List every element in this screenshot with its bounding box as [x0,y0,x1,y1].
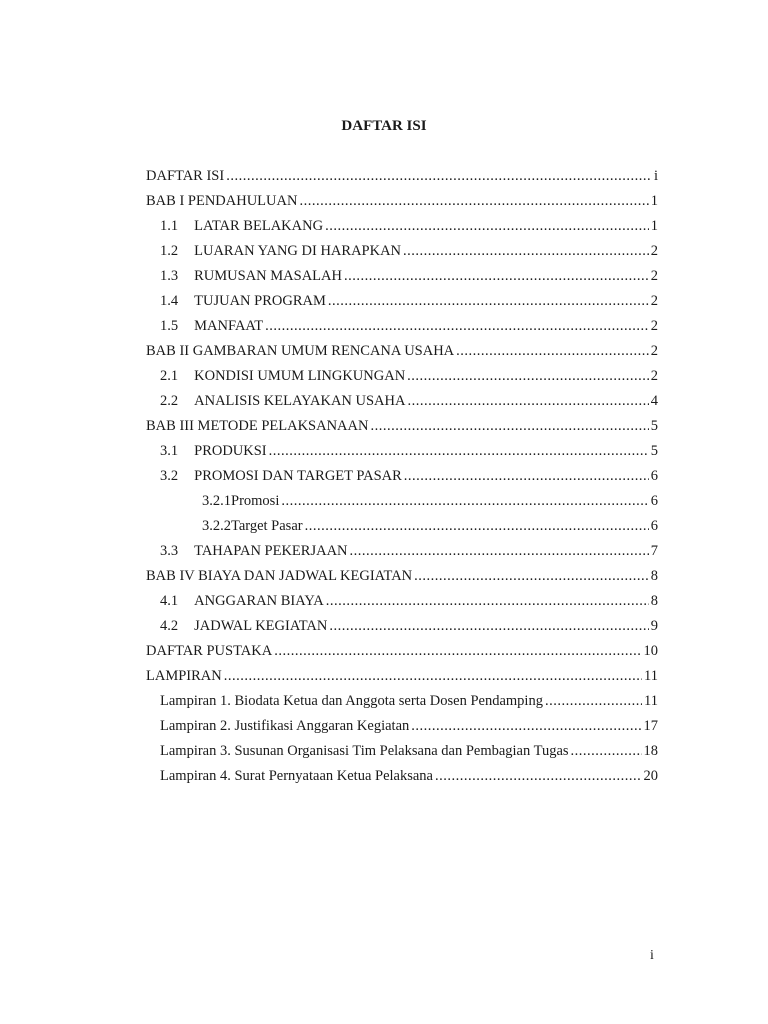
toc-entry-4-2[interactable]: 4.2 JADWAL KEGIATAN ..... 9 [146,618,658,638]
toc-entry-1-2[interactable]: 1.2 LUARAN YANG DI HARAPKAN ..... 2 [146,243,658,263]
toc-entry-3-2-2[interactable]: 3.2.2 Target Pasar ..... 6 [202,518,658,538]
toc-entry-daftar-pustaka[interactable]: DAFTAR PUSTAKA ..... 10 [146,643,658,663]
toc-entry-lampiran-2[interactable]: Lampiran 2. Justifikasi Anggaran Kegiatan ..... 17 [160,718,658,738]
toc-entry-2-2[interactable]: 2.2 ANALISIS KELAYAKAN USAHA ..... 4 [146,393,658,413]
toc-entry-4-1[interactable]: 4.1 ANGGARAN BIAYA ..... 8 [146,593,658,613]
toc-entry-1-3[interactable]: 1.3 RUMUSAN MASALAH ..... 2 [146,268,658,288]
toc-entry-lampiran-1[interactable]: Lampiran 1. Biodata Ketua dan Anggota serta Dosen Pendamping ..... 11 [160,693,658,713]
toc-entry-1-5[interactable]: 1.5 MANFAAT ..... 2 [146,318,658,338]
toc-entry-3-2[interactable]: 3.2 PROMOSI DAN TARGET PASAR ..... 6 [146,468,658,488]
toc-entry-3-2-1[interactable]: 3.2.1 Promosi ..... 6 [202,493,658,513]
toc-entry-bab-1[interactable]: BAB I PENDAHULUAN ..... 1 [146,193,658,213]
toc-entry-lampiran-3[interactable]: Lampiran 3. Susunan Organisasi Tim Pelaksana dan Pembagian Tugas ..... 18 [160,743,658,763]
toc-entry-bab-2[interactable]: BAB II GAMBARAN UMUM RENCANA USAHA ..... 2 [146,343,658,363]
toc-entry-3-1[interactable]: 3.1 PRODUKSI ..... 5 [146,443,658,463]
toc-entry-daftar-isi[interactable]: DAFTAR ISI ..... i [146,168,658,188]
page-number: i [650,948,654,963]
toc-entry-1-1[interactable]: 1.1 LATAR BELAKANG ..... 1 [146,218,658,238]
toc-entry-2-1[interactable]: 2.1 KONDISI UMUM LINGKUNGAN ..... 2 [146,368,658,388]
page-title: DAFTAR ISI [341,118,427,134]
toc-entry-bab-4[interactable]: BAB IV BIAYA DAN JADWAL KEGIATAN ..... 8 [146,568,658,588]
toc-entry-3-3[interactable]: 3.3 TAHAPAN PEKERJAAN ..... 7 [146,543,658,563]
toc-entry-lampiran[interactable]: LAMPIRAN ..... 11 [146,668,658,688]
toc-entry-1-4[interactable]: 1.4 TUJUAN PROGRAM ..... 2 [146,293,658,313]
toc-entry-bab-3[interactable]: BAB III METODE PELAKSANAAN ..... 5 [146,418,658,438]
toc-entry-lampiran-4[interactable]: Lampiran 4. Surat Pernyataan Ketua Pelaksana ..... 20 [160,768,658,788]
